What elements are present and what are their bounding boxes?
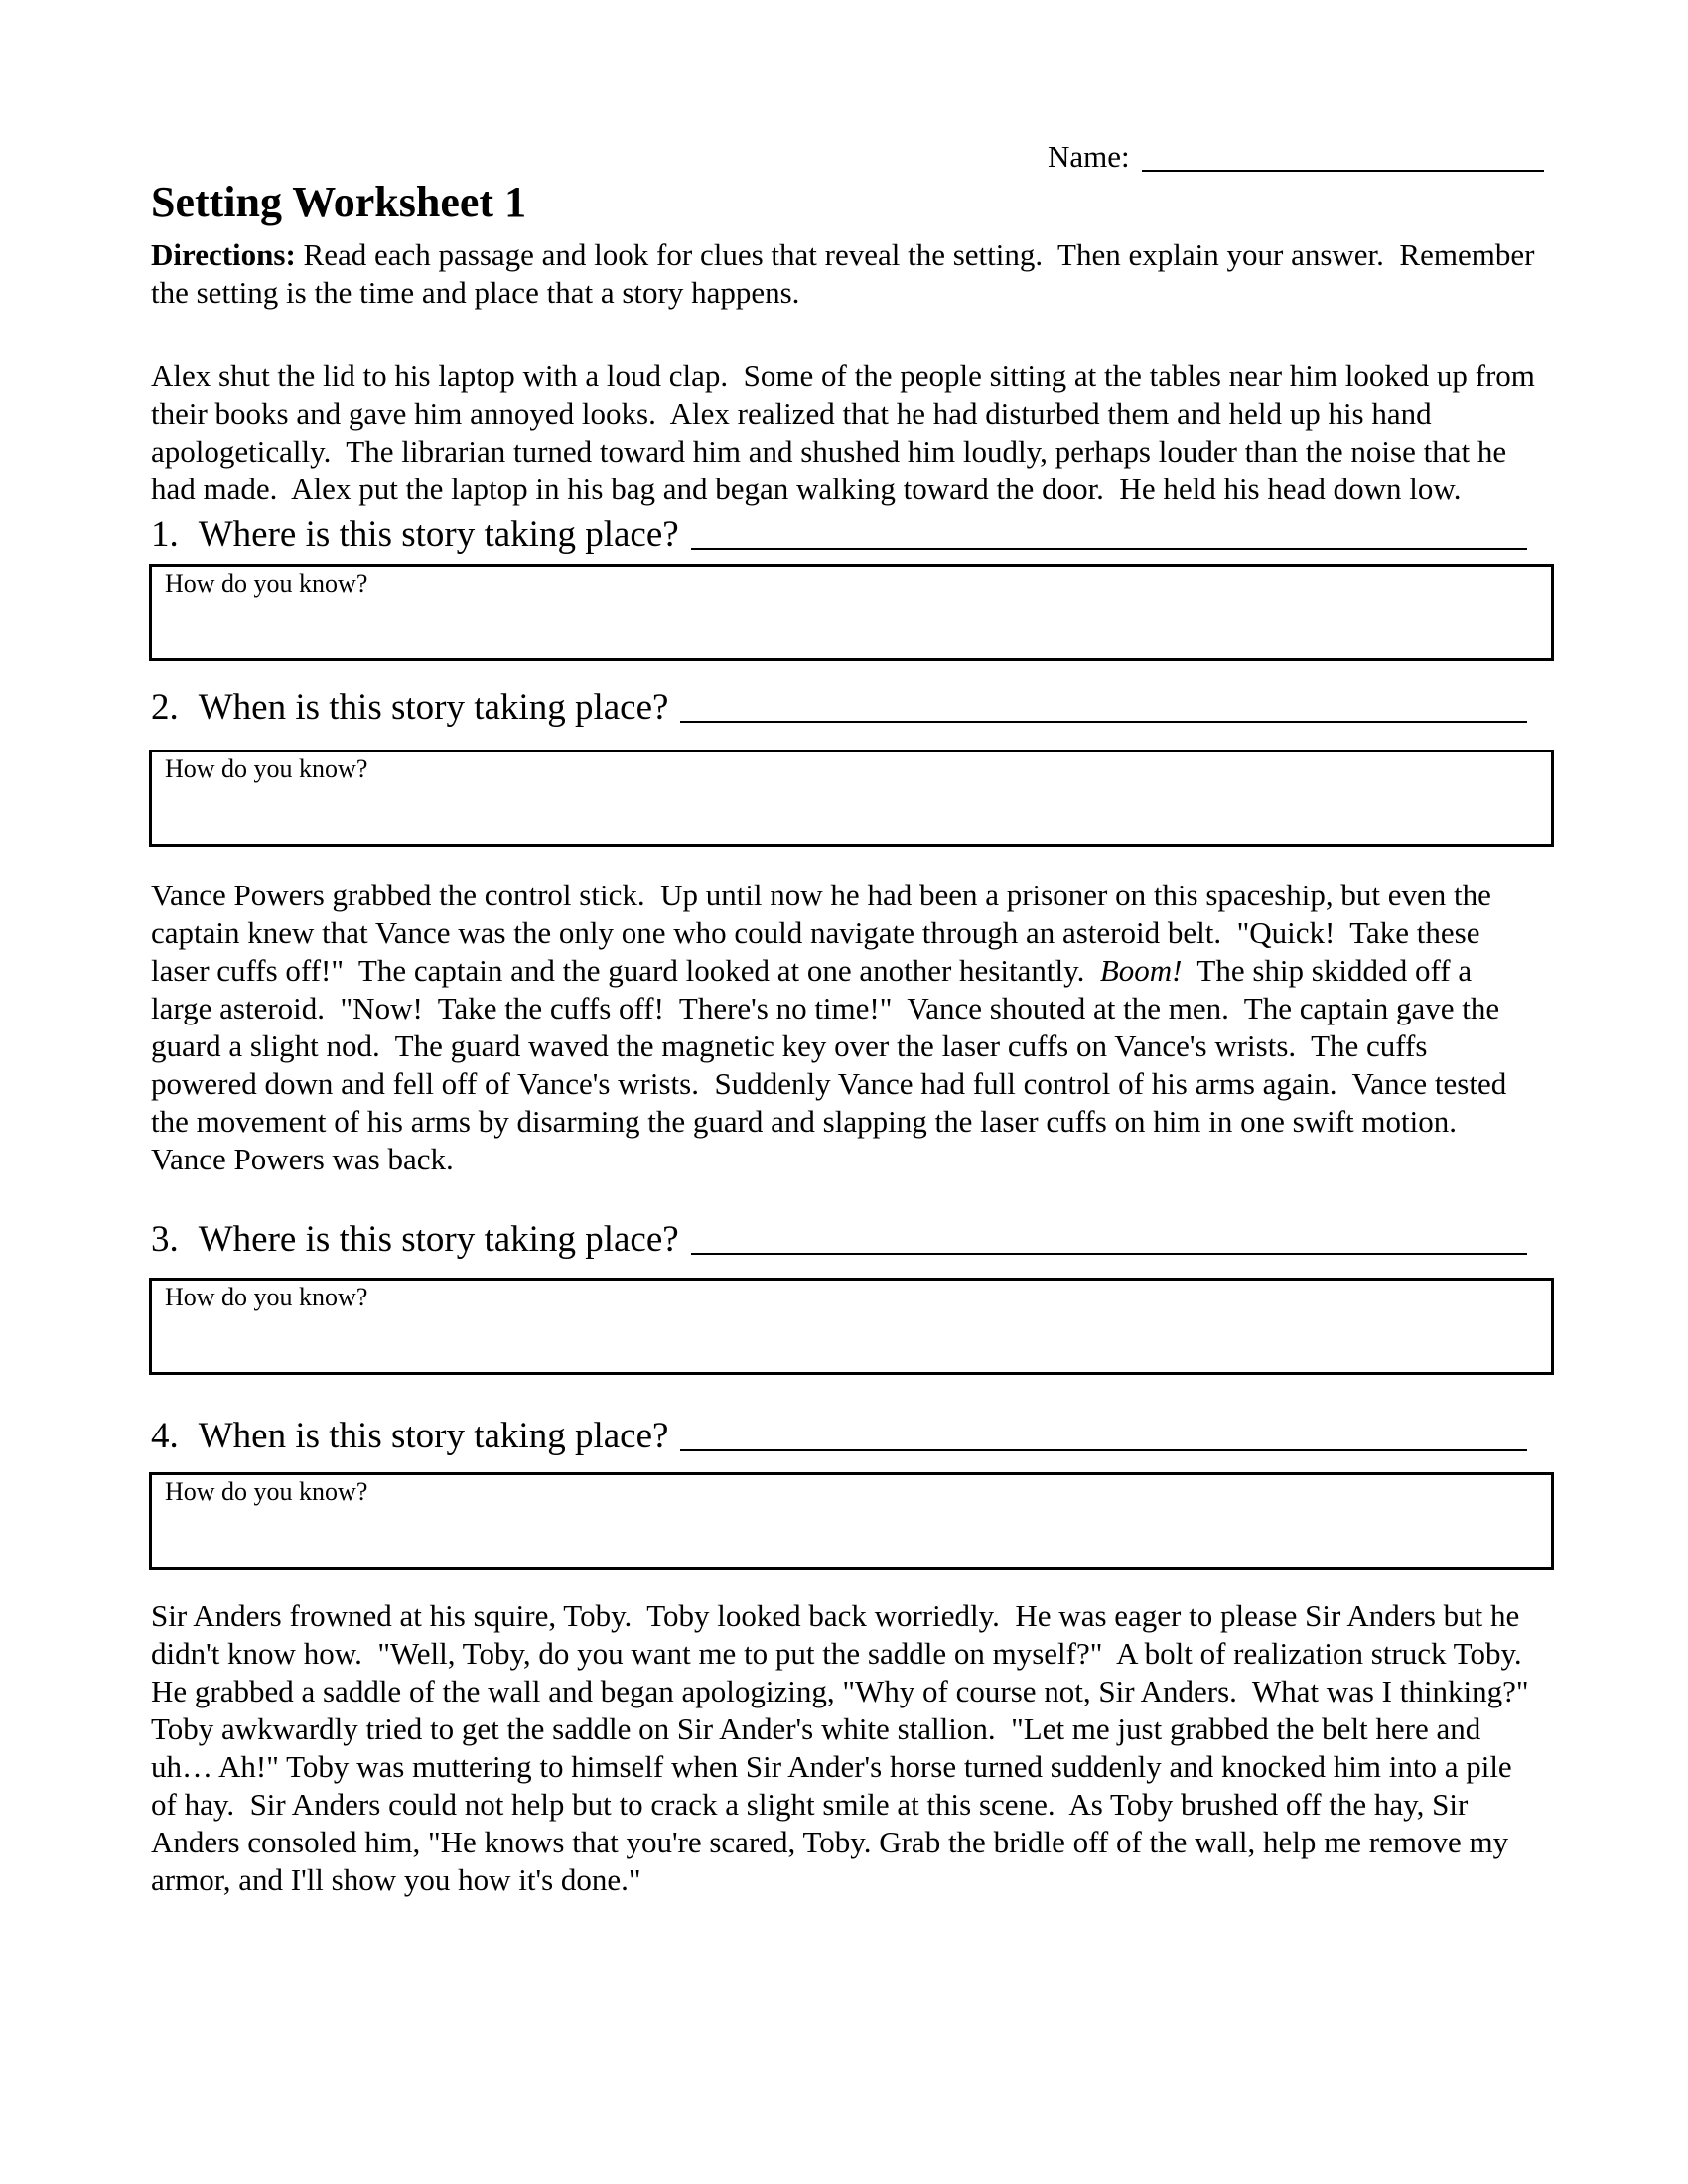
question-3-text: Where is this story taking place? [198, 1219, 679, 1260]
how-do-you-know-box-3[interactable] [149, 1278, 1554, 1375]
how-do-you-know-box-2[interactable] [149, 750, 1554, 847]
question-1-row [151, 513, 1537, 557]
question-3-number: 3. [151, 1219, 179, 1260]
how-do-you-know-box-4[interactable] [149, 1472, 1554, 1570]
passage-2-part-2: The ship skidded off a large asteroid. "Now! Take the cuffs off! There's no time!" Vance shouted at the men. The captain gave the guard a slight nod. The guard waved the magnetic key over the laser cuffs on Vance's wrists. The cuffs powered down and fell off of Vance's wrists. Suddenly Vance had full control of his arms again. Vance tested the movement of his arms by disarming the guard and slapping the laser cuffs on him in one swift motion. Vance Powers was back. [151, 953, 1514, 1176]
question-4-text: When is this story taking place? [198, 1416, 669, 1456]
page-title: Setting Worksheet 1 [151, 178, 527, 226]
question-1-text: Where is this story taking place? [198, 514, 679, 555]
question-4-number: 4. [151, 1416, 179, 1456]
passage-2-part-1: Vance Powers grabbed the control stick. Up until now he had been a prisoner on this spaceship, but even the captain knew that Vance was the only one who could navigate through an asteroid belt. "Quick! Take these laser cuffs off!" The captain and the guard looked at one another hesitantly. [151, 878, 1499, 988]
name-field-row [1048, 137, 1544, 177]
box-2-prompt-label: How do you know? [165, 754, 368, 783]
question-3-answer-line[interactable] [691, 1253, 1527, 1255]
name-write-line[interactable] [1142, 170, 1544, 172]
directions-text: Read each passage and look for clues that reveal the setting. Then explain your answer. Remember the setting is the time and place that a story happens. [151, 237, 1543, 310]
question-2-number: 2. [151, 687, 179, 728]
passage-2 [151, 877, 1537, 1178]
directions-label: Directions: [151, 237, 296, 272]
name-label: Name: [1048, 139, 1130, 174]
question-3-row [151, 1218, 1537, 1262]
passage-1: Alex shut the lid to his laptop with a loud clap. Some of the people sitting at the tables near him looked up from their books and gave him annoyed looks. Alex realized that he had disturbed them and held up his hand apologetically. The librarian turned toward him and shushed him loudly, perhaps louder than the noise that he had made. Alex put the laptop in his bag and began walking toward the door. He held his head down low. [151, 358, 1543, 506]
question-1-number: 1. [151, 514, 179, 555]
question-4-row [151, 1415, 1537, 1458]
question-2-answer-line[interactable] [680, 721, 1527, 723]
box-3-prompt-label: How do you know? [165, 1283, 368, 1311]
directions [151, 236, 1543, 312]
how-do-you-know-box-1[interactable] [149, 564, 1554, 661]
question-2-row [151, 686, 1537, 730]
box-1-prompt-label: How do you know? [165, 569, 368, 598]
question-1-answer-line[interactable] [691, 548, 1527, 550]
passage-3: Sir Anders frowned at his squire, Toby. Toby looked back worriedly. He was eager to please Sir Anders but he didn't know how. "Well, Toby, do you want me to put the saddle on myself?" A bolt of realization struck Toby. He grabbed a saddle of the wall and began apologizing, "Why of course not, Sir Anders. What was I thinking?" Toby awkwardly tried to get the saddle on Sir Ander's white stallion. "Let me just grabbed the belt here and uh… Ah!" Toby was muttering to himself when Sir Ander's horse turned suddenly and knocked him into a pile of hay. Sir Anders could not help but to crack a slight smile at this scene. As Toby brushed off the hay, Sir Anders consoled him, "He knows that you're scared, Toby. Grab the bridle off of the wall, help me remove my armor, and I'll show you how it's done." [151, 1598, 1544, 1897]
question-2-text: When is this story taking place? [198, 687, 669, 728]
passage-2-italic-word: Boom! [1099, 953, 1183, 988]
question-4-answer-line[interactable] [680, 1449, 1527, 1451]
box-4-prompt-label: How do you know? [165, 1477, 368, 1506]
